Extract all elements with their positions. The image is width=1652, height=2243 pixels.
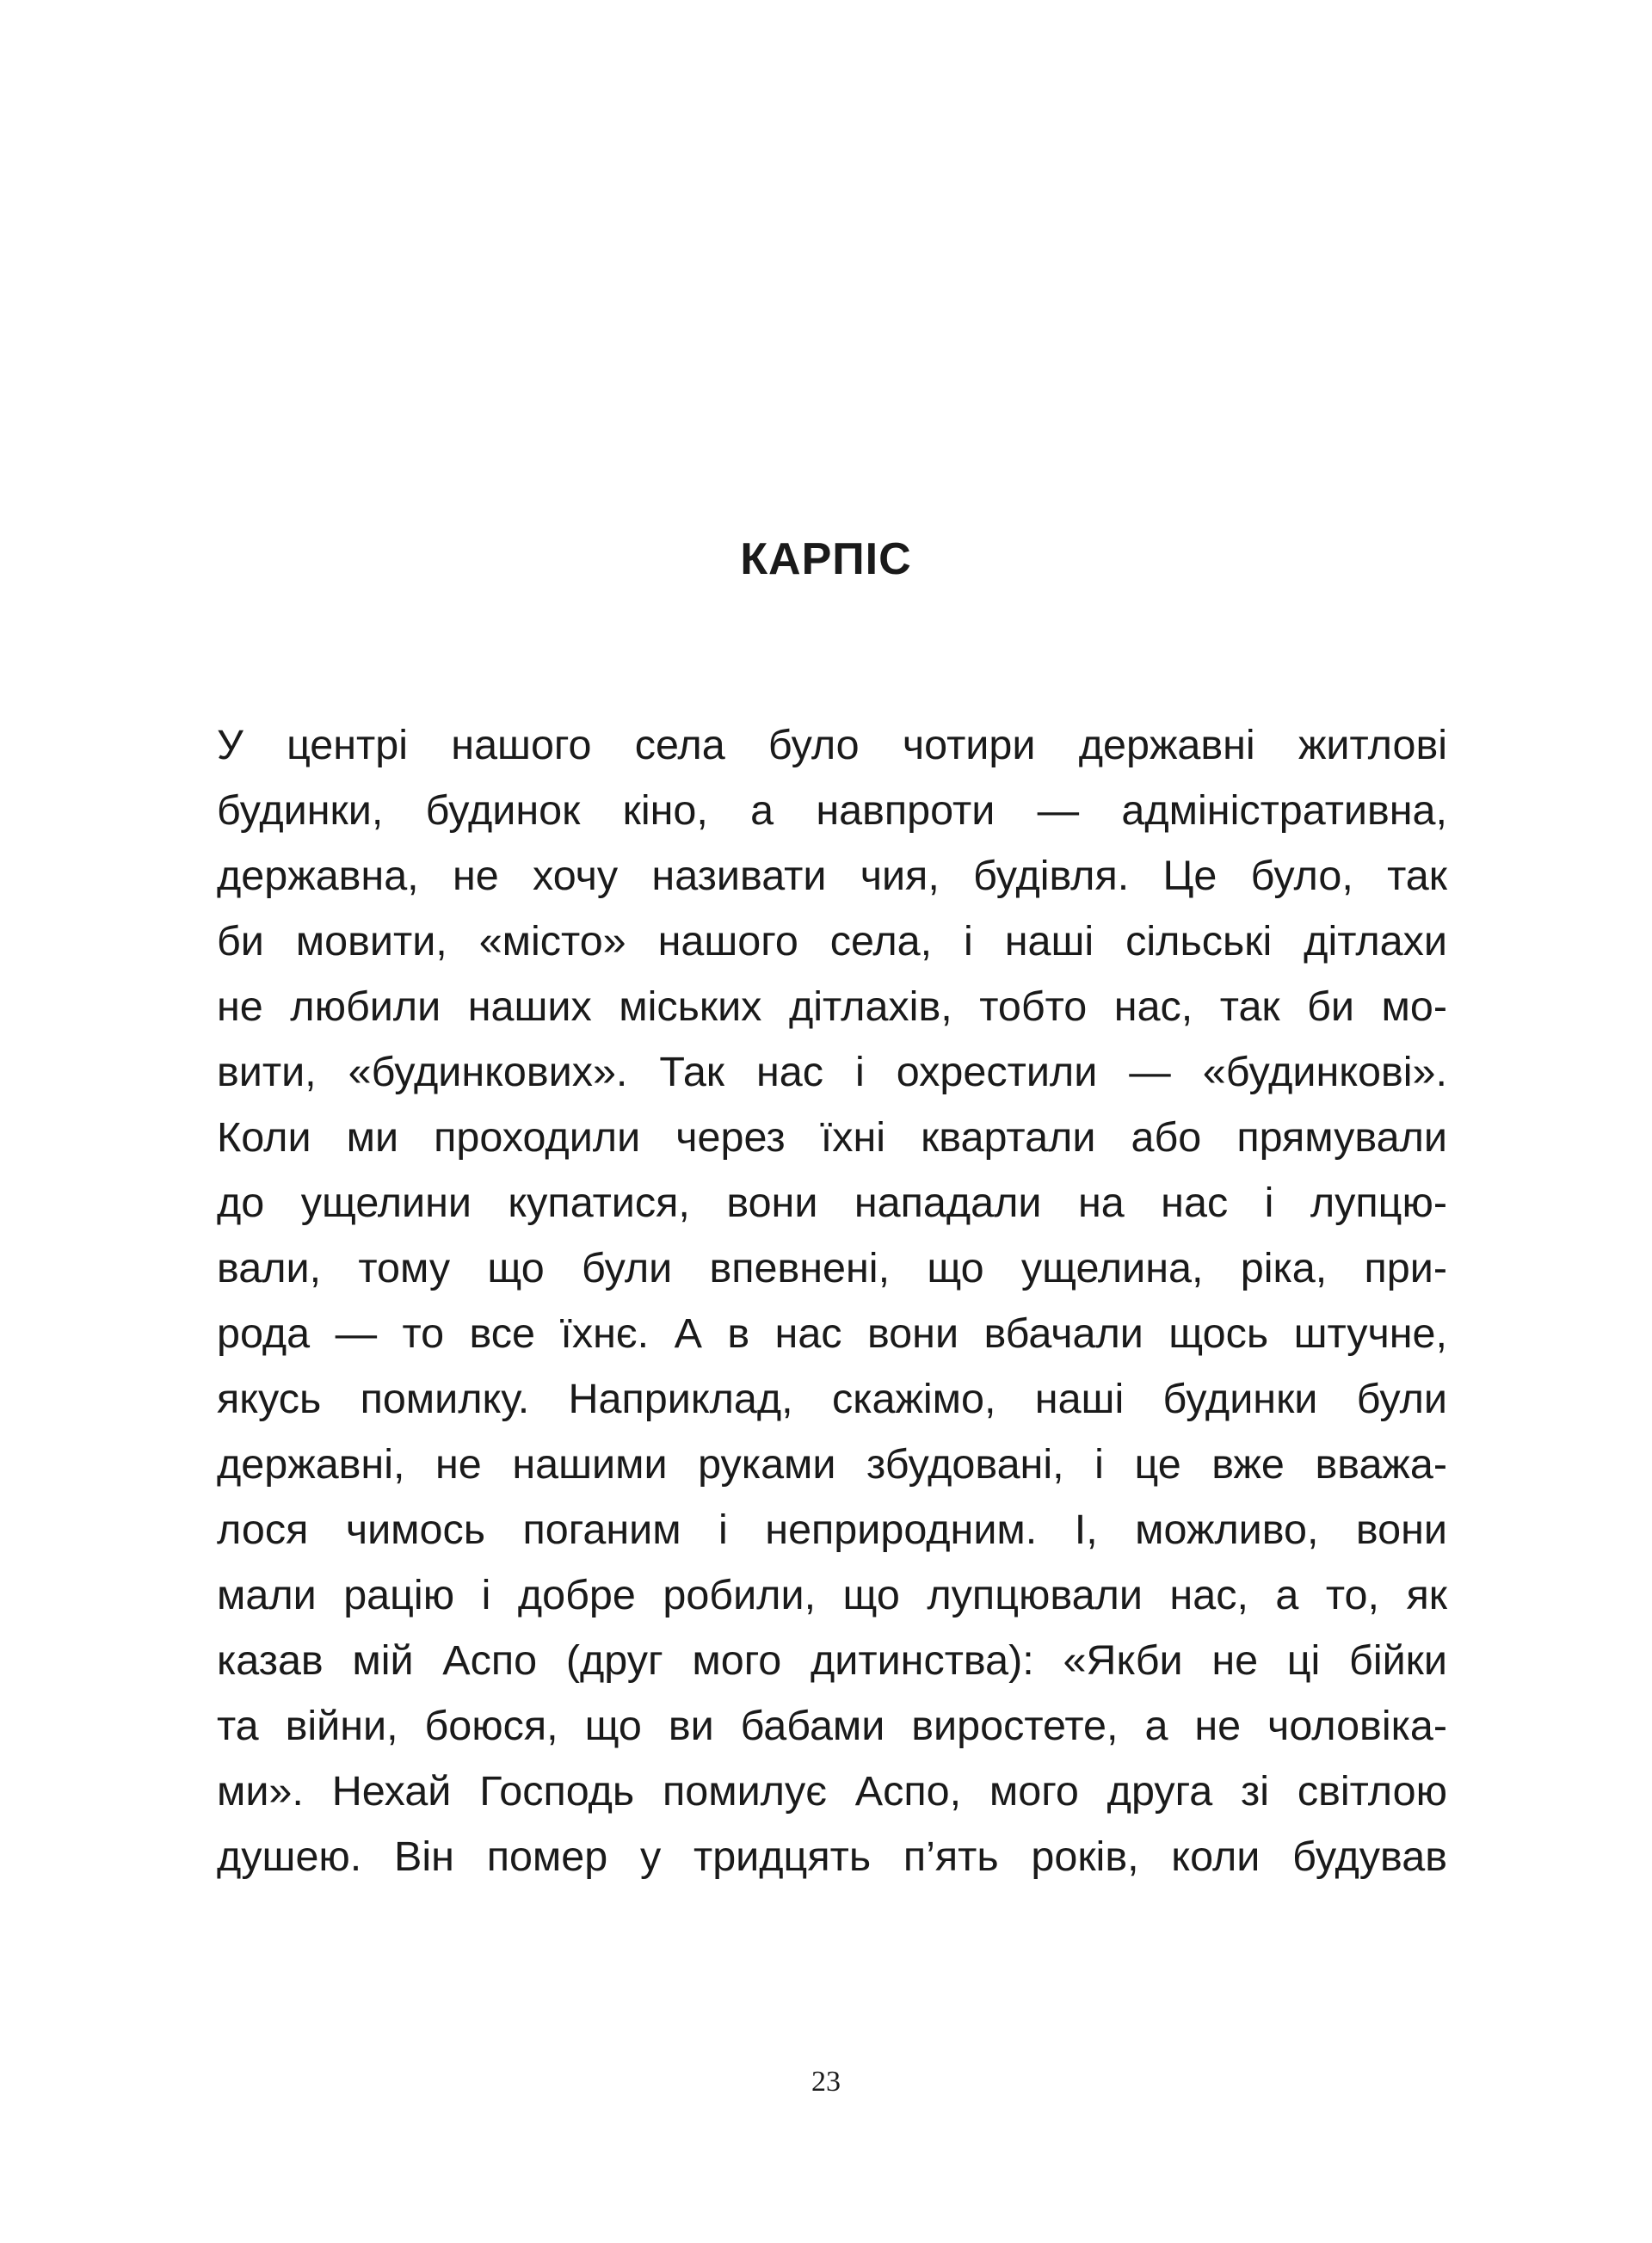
text-line: казав мій Аспо (друг мого дитинства): «Якби не ці бійки	[217, 1637, 1447, 1684]
text-line: ми». Нехай Господь помилує Аспо, мого друга зі світлою	[217, 1768, 1447, 1815]
text-line: та війни, боюся, що ви бабами виростете, а не чоловіка-	[217, 1703, 1447, 1749]
page-number: 23	[811, 2066, 841, 2098]
text-line: лося чимось поганим і неприродним. І, можливо, вони	[217, 1507, 1447, 1553]
body-text	[217, 712, 1447, 1889]
text-line: вали, тому що були впевнені, що ущелина, ріка, при-	[217, 1245, 1447, 1291]
text-line: Коли ми проходили через їхні квартали або прямували	[217, 1114, 1447, 1161]
chapter-title: КАРПІС	[740, 534, 912, 584]
text-line: державні, не нашими руками збудовані, і це вже вважа-	[217, 1441, 1447, 1488]
text-line: У центрі нашого села було чотири державні житлові	[217, 722, 1447, 768]
text-line: рода — то все їхнє. А в нас вони вбачали щось штучне,	[217, 1310, 1447, 1357]
text-line: вити, «будинкових». Так нас і охрестили — «будинкові».	[217, 1049, 1447, 1095]
text-line: би мовити, «місто» нашого села, і наші сільські дітлахи	[217, 918, 1447, 964]
text-line: будинки, будинок кіно, а навпроти — адміністративна,	[217, 787, 1447, 834]
text-line: до ущелини купатися, вони нападали на нас і лупцю-	[217, 1180, 1447, 1226]
text-line: державна, не хочу називати чия, будівля. Це було, так	[217, 853, 1447, 899]
text-line: не любили наших міських дітлахів, тобто нас, так би мо-	[217, 983, 1447, 1030]
text-line: мали рацію і добре робили, що лупцювали нас, а то, як	[217, 1572, 1447, 1618]
text-line: душею. Він помер у тридцять п’ять років, коли будував	[217, 1833, 1447, 1880]
text-line: якусь помилку. Наприклад, скажімо, наші будинки були	[217, 1376, 1447, 1422]
